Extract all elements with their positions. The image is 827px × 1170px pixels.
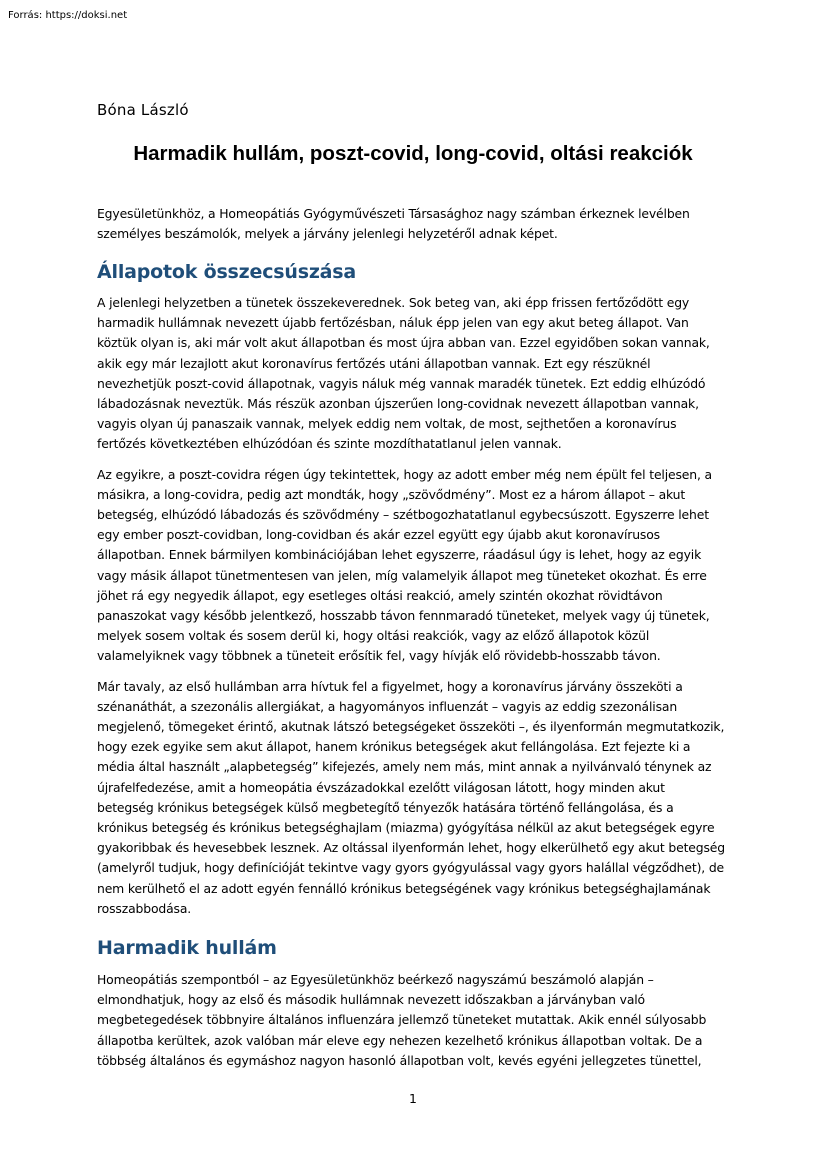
source-label[interactable]: Forrás: https://doksi.net <box>8 10 128 21</box>
section-heading-allapotok: Állapotok összecsúszása <box>97 261 357 283</box>
intro-paragraph: Egyesületünkhöz, a Homeopátiás Gyógyművészeti Társasághoz nagy számban érkeznek levélben személyes beszámolók, melyek a járvány jelenlegi helyzetéről adnak képet. <box>97 206 690 242</box>
document-title: Harmadik hullám, poszt-covid, long-covid, oltási reakciók <box>133 142 693 165</box>
section-heading-harmadik-hullam: Harmadik hullám <box>97 937 277 959</box>
page-number: 1 <box>409 1091 417 1106</box>
section-allapotok-body <box>97 293 725 929</box>
section-harmadik-body <box>97 970 725 1071</box>
paragraph: Homeopátiás szempontból – az Egyesületünkhöz beérkező nagyszámú beszámoló alapján – elmondhatjuk, hogy az első és második hullámnak nevezett időszakban a járványban való megbetegedések többnyire általános influenzára jellemző tüneteket mutattak. Akik ennél súlyosabb állapotba kerültek, azok valóban már eleve egy nehezen kezelhető krónikus állapotban voltak. De a többség általános és egymáshoz nagyon hasonló állapotban volt, kevés egyéni jellegzetes tünettel, <box>97 972 707 1068</box>
paragraph: Az egyikre, a poszt-covidra régen úgy tekintettek, hogy az adott ember még nem épült fel teljesen, a másikra, a long-covidra, pedig azt mondták, hogy „szövődmény”. Most ez a három állapot – akut betegség, elhúzódó lábadozás és szövődmény – szétbogozhatatlanul egybecsúszott. Egyszerre lehet egy ember poszt-covidban, long-covidban és akár ezzel együtt egy újabb akut koronavírusos állapotban. Ennek bármilyen kombinációjában lehet egyszerre, ráadásul úgy is lehet, hogy az egyik vagy másik állapot tünetmentesen van jelen, míg valamelyik állapot meg tüneteket okozhat. És erre jöhet rá egy negyedik állapot, egy esetleges oltási reakció, amely szintén okozhat rövidtávon panaszokat vagy később jelentkező, hosszabb távon fennmaradó tüneteket, melyek vagy új tünetek, melyek sosem voltak és sosem derül ki, hogy oltási reakciók, vagy az előző állapotok közül valamelyiknek vagy többnek a tüneteit erősítik fel, vagy hívják elő rövidebb-hosszabb távon. <box>97 466 712 664</box>
paragraph: Már tavaly, az első hullámban arra hívtuk fel a figyelmet, hogy a koronavírus járvány összeköti a szénanáthát, a szezonális allergiákat, a hagyományos influenzát – vagyis az eddig szezonálisan megjelenő, tömegeket érintő, akutnak látszó betegségeket összeköti –, és ilyenformán megmutatkozik, hogy ezek egyike sem akut állapot, hanem krónikus betegségek akut fellángolása. Ezt fejezte ki a média által használt „alapbetegség” kifejezés, amely nem más, mint annak a nyilvánvaló ténynek az újrafelfedezése, amit a homeopátia évszázadokkal ezelőtt világosan látott, hogy minden akut betegség krónikus betegségek külső megbetegítő tényezők hatására történő fellángolása, és a krónikus betegség és krónikus betegséghajlam (miazma) gyógyítása nélkül az akut betegségek egyre gyakoribbak és hevesebbek lesznek. Az oltással ilyenformán lehet, hogy elkerülhető egy akut betegség (amelyről tudjuk, hogy definícióját tekintve vagy gyors gyógyulással vagy gyors halállal végződhet), de nem kerülhető el az adott egyén fennálló krónikus betegségének vagy krónikus betegséghajlamának rosszabbodása. <box>97 678 725 916</box>
author-name: Bóna László <box>97 101 189 119</box>
paragraph: A jelenlegi helyzetben a tünetek összekeverednek. Sok beteg van, aki épp frissen fertőződött egy harmadik hullámnak nevezett újabb fertőzésban, náluk épp jelen van egy akut beteg állapot. Van köztük olyan is, aki már volt akut állapotban és most újra abban van. Ezzel egyidőben sokan vannak, akik egy már lezajlott akut koronavírus fertőzés utáni állapotban vannak. Ezt egy részüknél nevezhetjük poszt-covid állapotnak, vagyis náluk még vannak maradék tünetek. Ezt eddig elhúzódó lábadozásnak neveztük. Más részük azonban újszerűen long-covidnak nevezett állapotban vannak, vagyis olyan új panaszaik vannak, melyek eddig nem voltak, de most, sejthetően a koronavírus fertőzés következtében elhúzódóan és szinte mozdíthatatlanul jelen vannak. <box>97 295 710 452</box>
